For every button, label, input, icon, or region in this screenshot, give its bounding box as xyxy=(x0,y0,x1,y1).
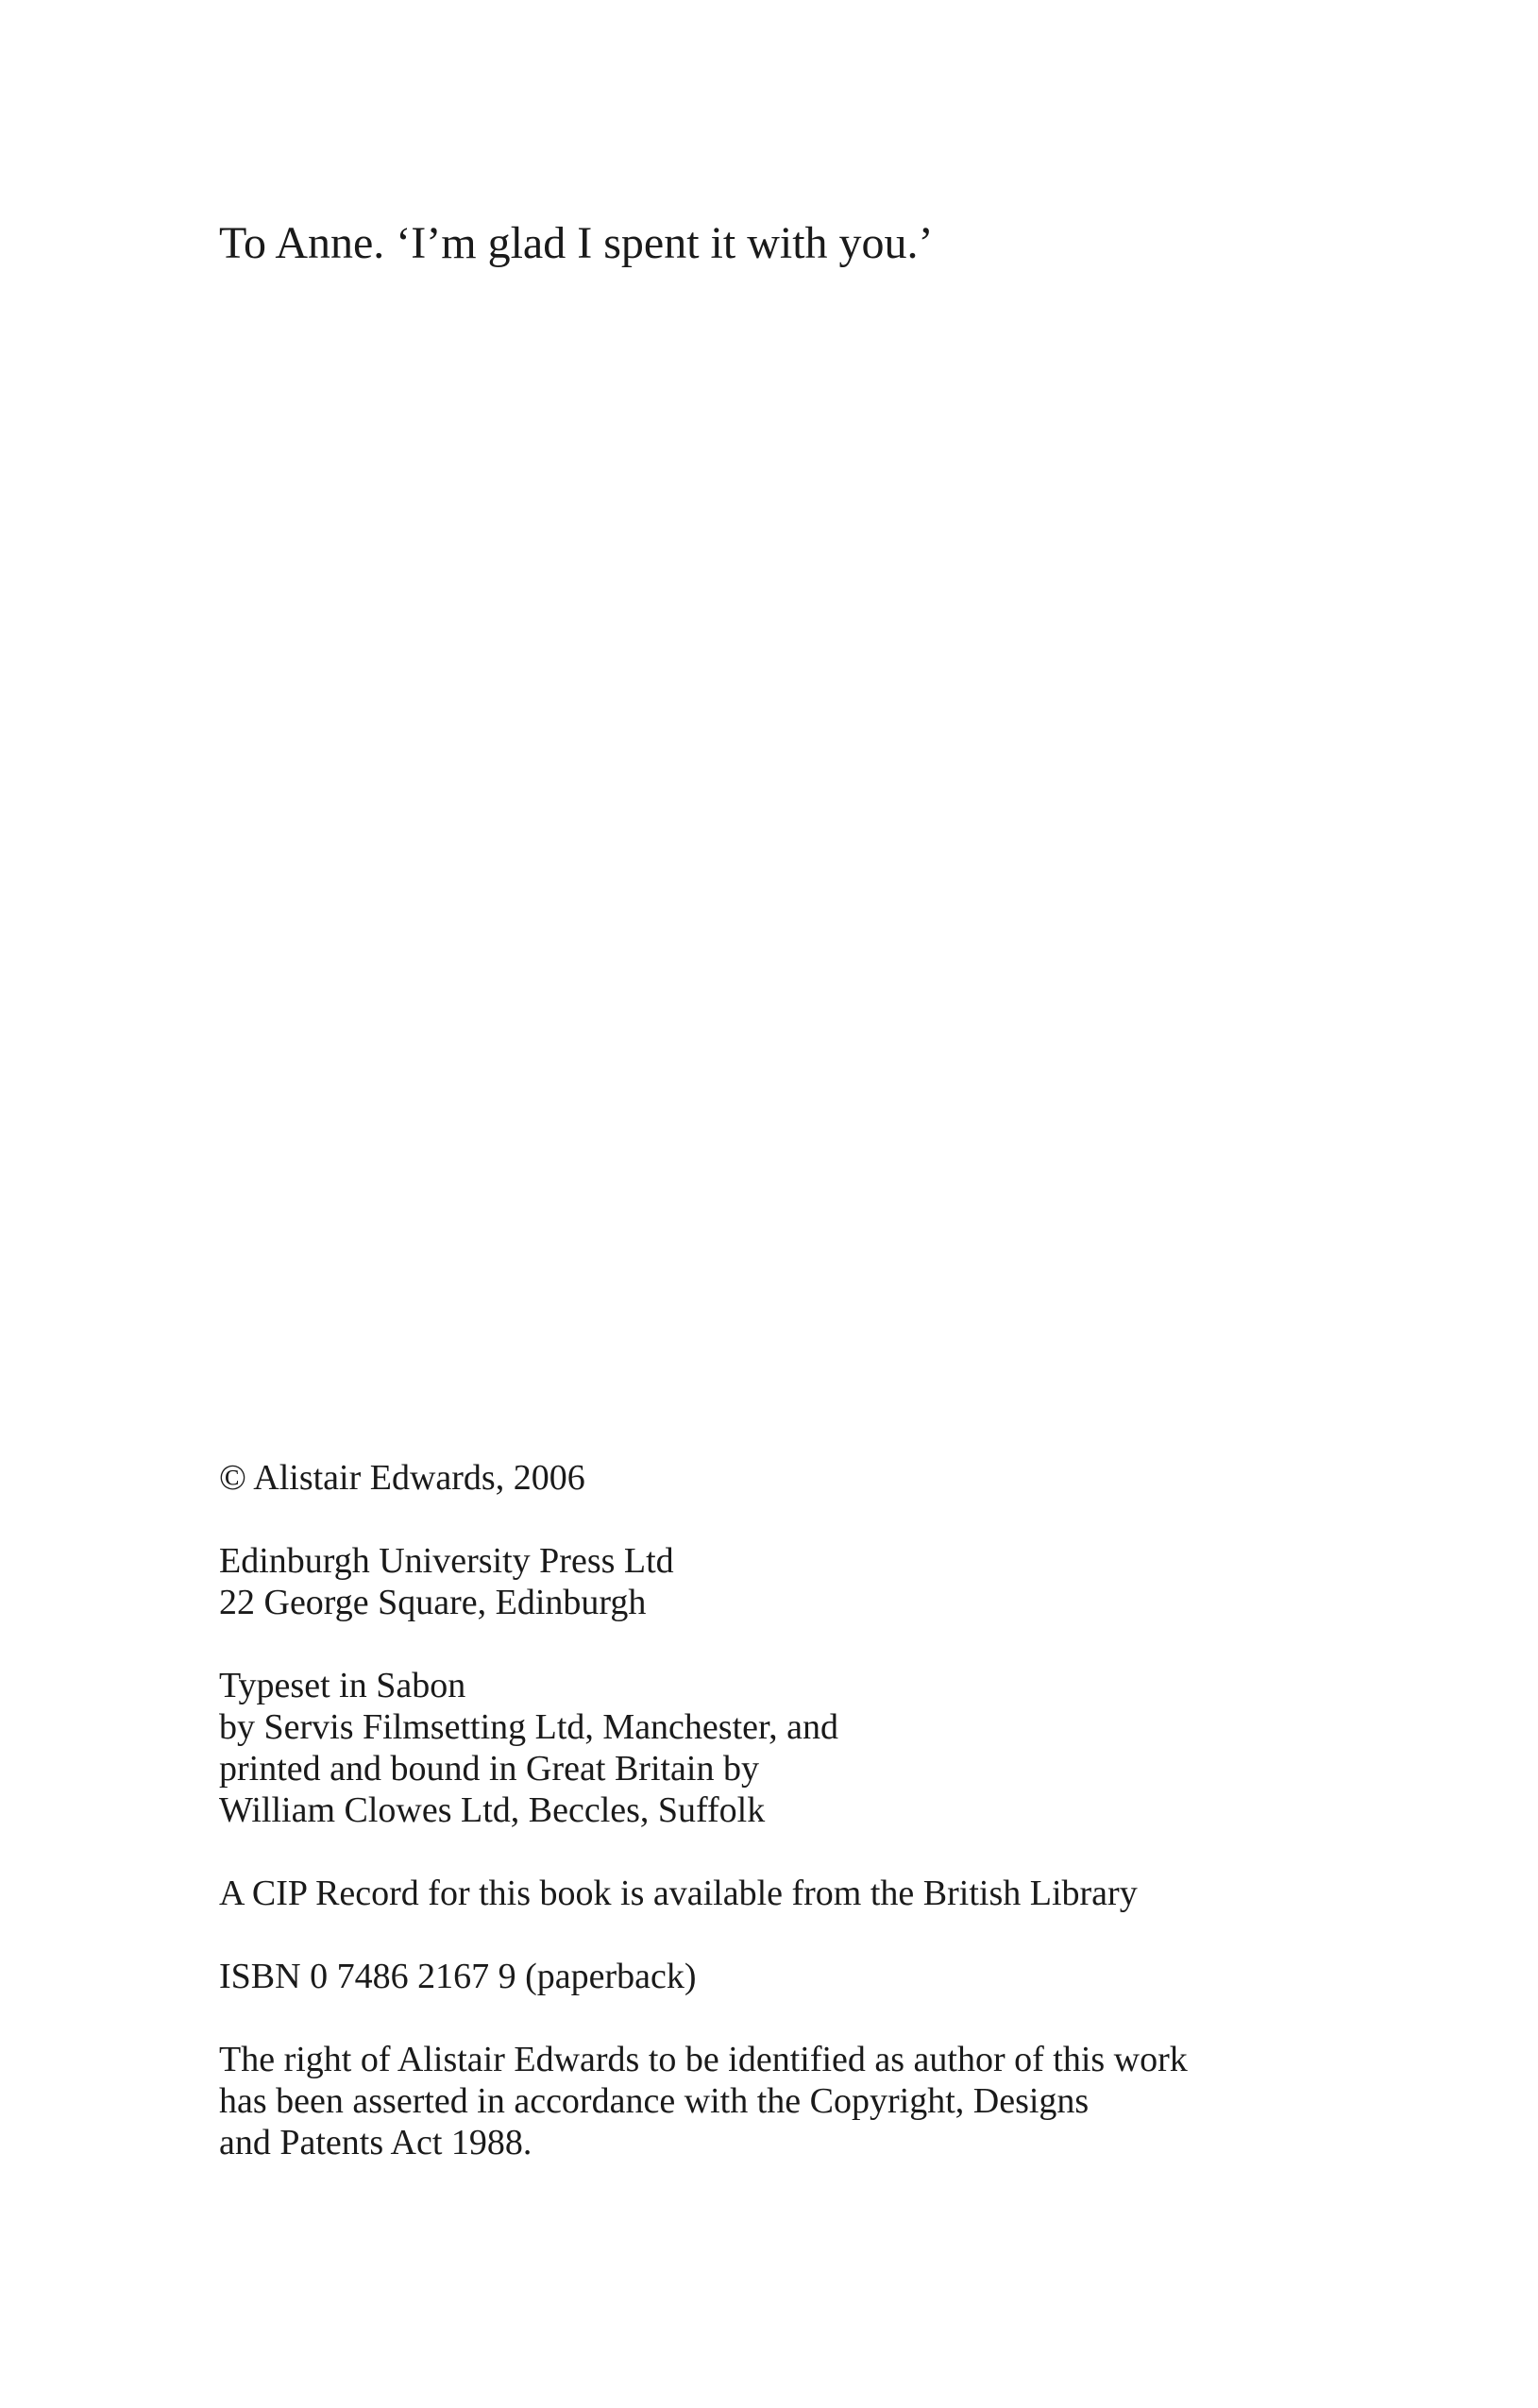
isbn-line: ISBN 0 7486 2167 9 (paperback) xyxy=(219,1957,697,1996)
imprint xyxy=(219,1457,1352,2205)
copyright-notice xyxy=(219,1457,1352,1499)
rights-statement xyxy=(219,2039,1352,2163)
rights-line: and Patents Act 1988. xyxy=(219,2123,532,2162)
typesetting-line: Typeset in Sabon xyxy=(219,1666,466,1705)
publisher-address: 22 George Square, Edinburgh xyxy=(219,1583,647,1622)
typesetting-block xyxy=(219,1665,1352,1831)
typesetting-line: William Clowes Ltd, Beccles, Suffolk xyxy=(219,1790,766,1830)
typesetting-line: printed and bound in Great Britain by xyxy=(219,1749,759,1789)
isbn xyxy=(219,1956,1352,1997)
copyright-line: © Alistair Edwards, 2006 xyxy=(219,1458,585,1498)
publisher-name: Edinburgh University Press Ltd xyxy=(219,1541,674,1581)
rights-line: has been asserted in accordance with the Copyright, Designs xyxy=(219,2081,1090,2121)
cip-record xyxy=(219,1873,1352,1914)
publisher-block xyxy=(219,1540,1352,1623)
rights-line: The right of Alistair Edwards to be identified as author of this work xyxy=(219,2040,1188,2079)
typesetting-line: by Servis Filmsetting Ltd, Manchester, and xyxy=(219,1707,839,1747)
cip-record-line: A CIP Record for this book is available from the British Library xyxy=(219,1874,1138,1913)
dedication: To Anne. ‘I’m glad I spent it with you.’ xyxy=(219,218,934,268)
